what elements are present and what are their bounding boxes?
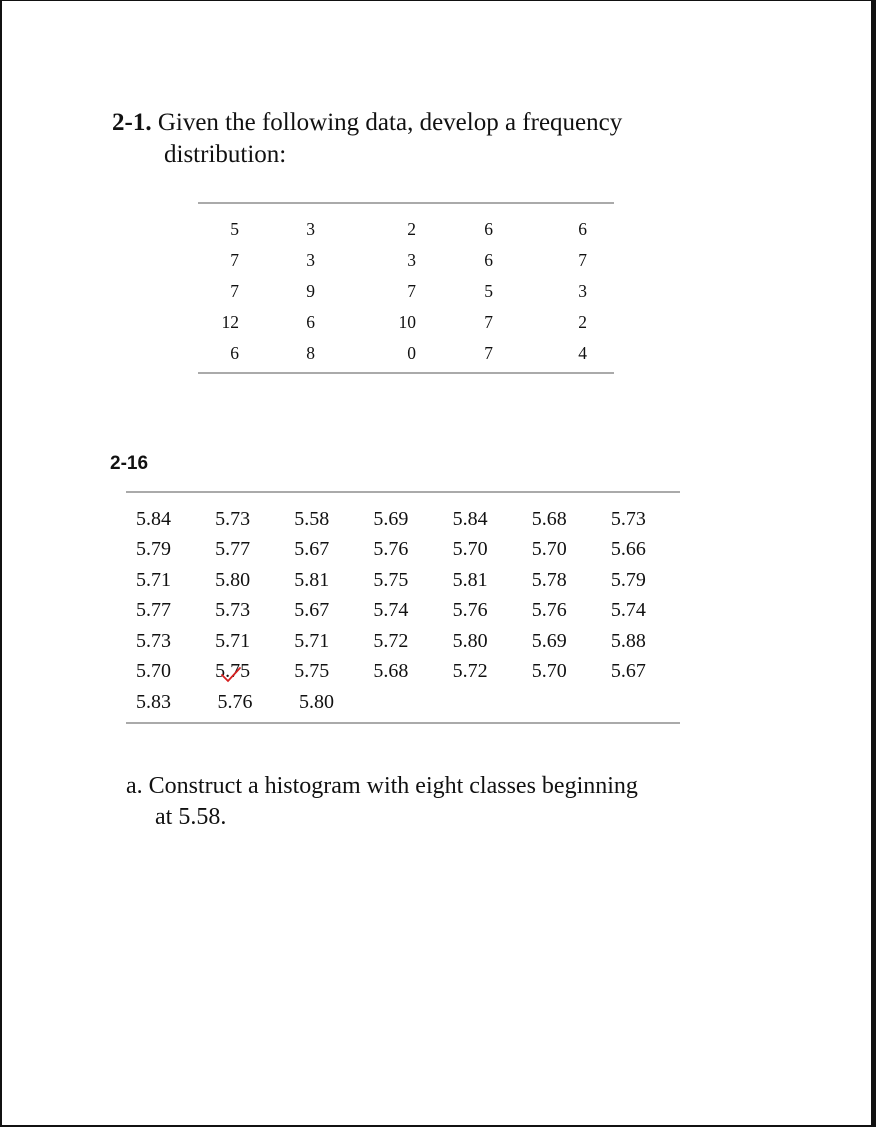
table-cell: 5.73 (215, 599, 251, 622)
table-row (126, 626, 680, 657)
table-cell: 5.74 (610, 599, 646, 622)
table-cell: 5.73 (136, 629, 171, 652)
table-cell: 5.70 (136, 660, 171, 683)
table-cell: 6 (230, 343, 239, 363)
table-cell: 0 (407, 343, 416, 363)
table-bottom-rule (126, 722, 680, 724)
table-cell: 12 (221, 312, 239, 332)
part-a-line-1: a. Construct a histogram with eight classes beginning (126, 773, 638, 799)
table-cell: 5.67 (610, 660, 646, 683)
table-cell: 5.81 (294, 568, 330, 591)
table-cell: 7 (407, 281, 416, 301)
part-a-question (126, 771, 706, 833)
table-row (126, 504, 680, 535)
table-top-rule (126, 491, 680, 493)
table-cell: 6 (484, 250, 493, 270)
table-cell: 5.68 (373, 660, 409, 683)
table-cell: 5.66 (610, 538, 646, 561)
table-cell: 5.75 (205, 660, 284, 683)
table-cell: 5 (484, 281, 493, 301)
table-cell: 5.71 (215, 629, 251, 652)
data-table-2-1 (198, 214, 614, 369)
table-cell: 5.75 (373, 568, 409, 591)
table-cell: 5.80 (299, 690, 334, 713)
table-cell: 5.70 (452, 538, 488, 561)
table-cell: 5.67 (294, 538, 330, 561)
problem-number: 2-1. (112, 109, 152, 136)
table-cell: 5.76 (452, 599, 488, 622)
table-bottom-rule (198, 372, 614, 374)
table-cell: 2 (578, 312, 587, 332)
table-row (198, 338, 614, 369)
table-cell: 5.76 (531, 599, 567, 622)
table-cell: 5.72 (452, 660, 488, 683)
red-check-mark-icon (219, 662, 243, 686)
table-cell: 7 (578, 250, 587, 270)
table-row (198, 245, 614, 276)
table-cell: 10 (398, 312, 416, 332)
table-cell: 6 (306, 312, 315, 332)
table-cell: 3 (306, 219, 315, 239)
table-cell: 5.69 (531, 629, 567, 652)
table-cell: 5.72 (373, 629, 409, 652)
table-cell: 5.79 (610, 568, 646, 591)
table-cell: 5.79 (136, 538, 171, 561)
table-cell: 5.71 (294, 629, 330, 652)
table-cell: 6 (484, 219, 493, 239)
table-cell: 5.80 (452, 629, 488, 652)
table-cell: 3 (407, 250, 416, 270)
table-cell: 6 (578, 219, 587, 239)
table-cell: 4 (578, 343, 587, 363)
table-cell: 5.78 (531, 568, 567, 591)
table-cell: 5.67 (294, 599, 330, 622)
table-cell: 8 (306, 343, 315, 363)
table-cell: 5.70 (531, 538, 567, 561)
table-cell: 5.69 (373, 507, 409, 530)
table-cell: 7 (230, 281, 239, 301)
table-row (126, 657, 680, 688)
table-cell: 5.76 (373, 538, 409, 561)
table-cell: 5.81 (452, 568, 488, 591)
table-cell: 5.70 (531, 660, 567, 683)
table-cell: 2 (407, 219, 416, 239)
table-cell: 5.88 (610, 629, 646, 652)
table-cell: 5.84 (452, 507, 488, 530)
table-row (126, 596, 680, 627)
table-top-rule (198, 202, 614, 204)
table-cell: 7 (484, 343, 493, 363)
problem-2-16-label: 2-16 (110, 453, 149, 474)
table-cell: 3 (306, 250, 315, 270)
table-cell: 5.80 (215, 568, 251, 591)
table-cell: 5.73 (610, 507, 646, 530)
table-row (126, 687, 680, 718)
table-row (198, 214, 614, 245)
problem-2-1-statement (112, 107, 672, 171)
table-cell: 5.77 (215, 538, 251, 561)
table-cell: 5.73 (215, 507, 251, 530)
table-cell: 5.76 (217, 690, 253, 713)
table-cell: 7 (230, 250, 239, 270)
table-row (198, 276, 614, 307)
table-cell: 5.75 (294, 660, 330, 683)
table-cell: 7 (484, 312, 493, 332)
table-cell: 5.83 (136, 690, 171, 713)
table-row (198, 307, 614, 338)
table-cell: 5.58 (294, 507, 330, 530)
problem-text-line-1: Given the following data, develop a frequency (157, 109, 623, 136)
problem-text-line-2: distribution: (164, 141, 287, 168)
table-cell: 5 (230, 219, 239, 239)
table-cell: 5.71 (136, 568, 171, 591)
table-cell: 5.77 (136, 599, 171, 622)
table-cell: 5.68 (531, 507, 567, 530)
table-cell: 5.84 (136, 507, 171, 530)
table-row (126, 535, 680, 566)
table-cell: 5.74 (373, 599, 409, 622)
part-a-line-2: at 5.58. (155, 804, 227, 830)
table-cell: 3 (578, 281, 587, 301)
data-table-2-16 (126, 504, 680, 718)
table-cell: 9 (306, 281, 315, 301)
table-row (126, 565, 680, 596)
